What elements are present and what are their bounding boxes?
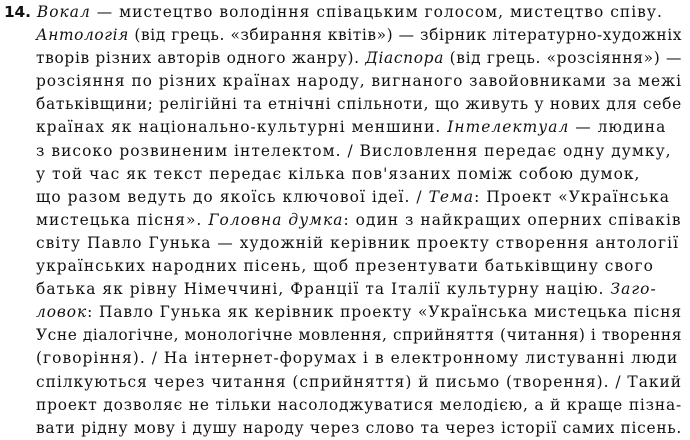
term-italic: ловок [36, 303, 88, 322]
line-content [36, 232, 679, 255]
text-line [4, 140, 682, 163]
text-line [4, 209, 682, 232]
text-line [4, 324, 682, 347]
text-line [4, 186, 682, 209]
term-italic: Тема [428, 187, 475, 206]
text-segment: творів різних авторів одного жанру). [36, 49, 366, 68]
text-segment: світу Павло Гунька — художній керівник проекту створення антології [36, 233, 680, 252]
line-content [36, 371, 682, 394]
term-italic: Заго- [610, 280, 657, 299]
line-content [36, 347, 678, 370]
text-segment: що разом ведуть до якоїсь ключової ідеї. / [36, 187, 429, 206]
text-line [4, 93, 682, 116]
text-line [4, 1, 682, 24]
text-segment: (від грець. «збирання квітів») — збірник літературно-художніх [128, 26, 682, 45]
line-content [36, 324, 682, 347]
text-segment: (говоріння). / На інтернет-форумах і в електронному листуванні люди [36, 349, 679, 368]
term-italic: Вокал [36, 3, 91, 21]
line-content [36, 70, 682, 93]
text-segment: : Павло Гунька як керівник проекту «Українська мистецька пісня [87, 303, 682, 322]
text-segment: батька як рівну Німеччині, Франції та Італії культурну націю. [36, 280, 611, 299]
text-line [4, 116, 682, 139]
line-content [37, 1, 663, 24]
line-content [36, 394, 682, 417]
text-segment: спілкуються через читання (сприйняття) й письмо (творення). / Такий [36, 372, 682, 391]
line-content [36, 209, 682, 232]
text-segment: українських народних пісень, щоб презентувати батьківщину свого [36, 257, 654, 276]
text-segment: — людина [569, 118, 667, 137]
text-line [4, 371, 682, 394]
line-content [36, 140, 672, 163]
text-segment: проект дозволяє не тільки насолоджуватися мелодією, а й краще пізна- [36, 395, 682, 414]
text-segment: (від грець. «розсіяння») — [444, 49, 682, 68]
line-content [36, 186, 670, 209]
line-content [36, 47, 682, 70]
text-segment: з високо розвиненим інтелектом. / Висловлення передає одну думку, [36, 141, 672, 160]
text-segment: вати рідну мову і душу народу через слово та через історії самих пісень. [36, 418, 682, 437]
text-line [4, 347, 682, 370]
paragraph [4, 1, 682, 440]
text-segment: батьківщини; релігійні та етнічні спільноти, що живуть у нових для себе [36, 95, 682, 114]
line-content [36, 163, 641, 186]
line-content [36, 278, 657, 301]
line-content [36, 93, 682, 116]
exercise-number: 14. [4, 3, 31, 21]
text-line [4, 278, 682, 301]
text-segment: розсіяння по різних країнах народу, вигнаного завойовниками за межі [36, 72, 682, 91]
term-italic: Діаспора [365, 49, 445, 68]
text-segment: : один з найкращих оперних співаків [343, 210, 682, 229]
text-line [4, 255, 682, 278]
line-content [36, 301, 682, 324]
text-line [4, 394, 682, 417]
term-italic: Антологія [36, 26, 129, 45]
text-segment: країнах як національно-культурні меншини. [36, 118, 448, 137]
text-line [4, 232, 682, 255]
text-segment: мистецька пісня». [36, 210, 209, 229]
term-italic: Головна думка [208, 210, 344, 229]
line-content [36, 116, 666, 139]
text-line [4, 163, 682, 186]
text-segment: : Проект «Українська [474, 187, 671, 206]
text-line [4, 47, 682, 70]
line-content [36, 24, 682, 47]
text-segment: у той час як текст передає кілька пов'язаних поміж собою думок, [36, 164, 641, 183]
line-content [36, 417, 682, 440]
term-italic: Інтелектуал [447, 118, 570, 137]
text-segment: — мистецтво володіння співацьким голосом, мистецтво співу. [90, 3, 663, 21]
line-content [36, 255, 654, 278]
text-line [4, 70, 682, 93]
text-line [4, 417, 682, 440]
text-line [4, 24, 682, 47]
text-segment: Усне діалогічне, монологічне мовлення, сприйняття (читання) і творення [36, 326, 682, 345]
text-line [4, 301, 682, 324]
